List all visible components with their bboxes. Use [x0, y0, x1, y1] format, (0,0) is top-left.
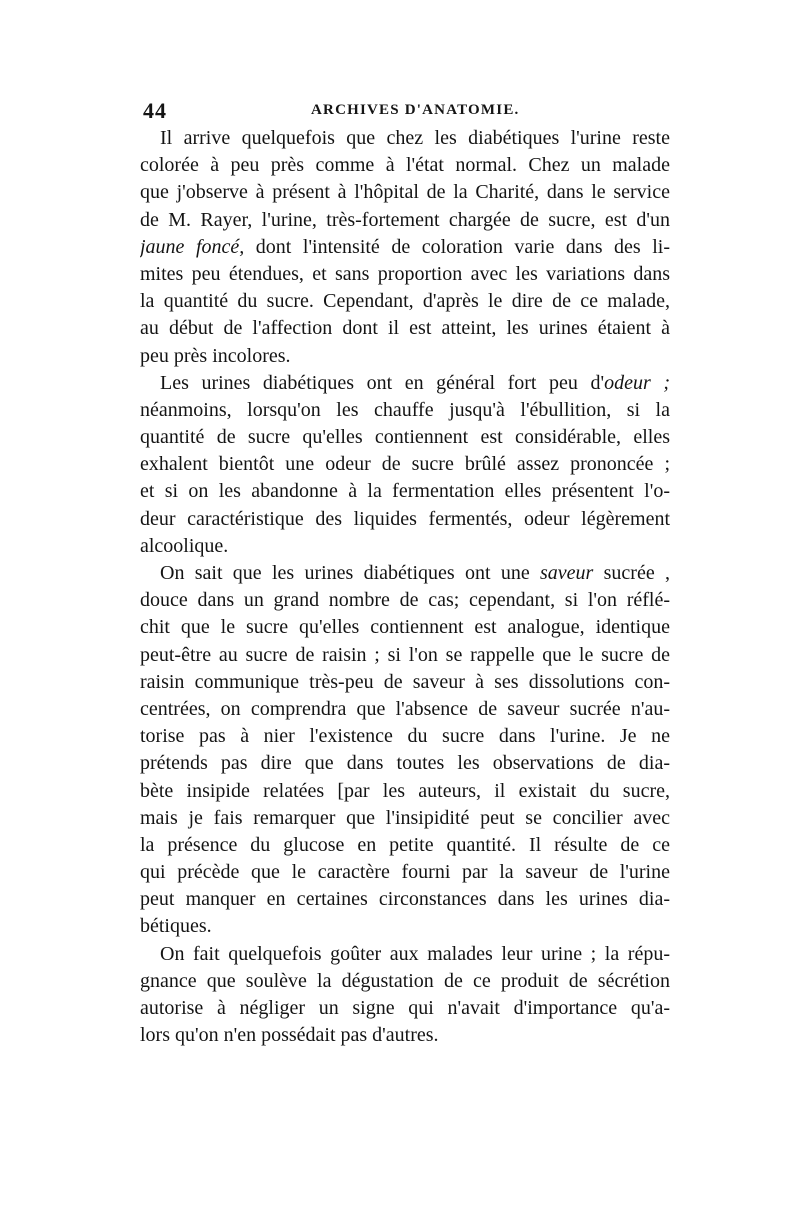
text-line: peut manquer en certaines circonstances dans les urines dia-: [140, 888, 670, 911]
text-line: chit que le sucre qu'elles contiennent est analogue, identique: [140, 616, 670, 639]
page-header: [143, 98, 668, 122]
text-line: bétiques.: [140, 915, 212, 938]
page-number: 44: [143, 98, 167, 123]
text-line: exhalent bientôt une odeur de sucre brûlé assez prononcée ;: [140, 453, 670, 476]
text-line: gnance que soulève la dégustation de ce produit de sécrétion: [140, 969, 670, 992]
text-run: Les urines diabétiques ont en général fort peu d': [160, 371, 605, 394]
text-line: bète insipide relatées [par les auteurs, il existait du sucre,: [140, 779, 670, 802]
text-run: sucrée ,: [593, 562, 670, 584]
text-line: alcoolique.: [140, 534, 229, 557]
text-line: au début de l'affection dont il est atteint, les urines étaient à: [140, 317, 670, 340]
text-line: Il arrive quelquefois que chez les diabétiques l'urine reste: [160, 127, 670, 149]
text-line: douce dans un grand nombre de cas; cependant, si l'on réflé-: [140, 589, 670, 612]
emphasis-saveur: saveur: [540, 562, 594, 584]
running-head: ARCHIVES D'ANATOMIE.: [311, 102, 520, 118]
text-line: [140, 370, 670, 397]
text-line: de M. Rayer, l'urine, très-fortement chargée de sucre, est d'un: [140, 208, 670, 231]
text-line: torise pas à nier l'existence du sucre dans l'urine. Je ne: [140, 725, 670, 748]
text-line: néanmoins, lorsqu'on les chauffe jusqu'à l'ébullition, si la: [140, 398, 670, 421]
text-line: autorise à négliger un signe qui n'avait d'importance qu'a-: [140, 997, 670, 1019]
text-line: quantité de sucre qu'elles contiennent est considérable, elles: [140, 426, 670, 449]
text-line: la présence du glucose en petite quantité. Il résulte de ce: [140, 833, 670, 856]
text-line: centrées, on comprendra que l'absence de saveur sucrée n'au-: [140, 697, 670, 720]
text-line: raisin communique très-peu de saveur à ses dissolutions con-: [140, 670, 670, 693]
text-line: qui précède que le caractère fourni par la saveur de l'urine: [140, 861, 670, 884]
text-line: que j'observe à présent à l'hôpital de la Charité, dans le service: [140, 181, 670, 204]
text-run: dont l'intensité de coloration varie dans des li-: [244, 235, 670, 258]
emphasis-odeur: odeur ;: [604, 371, 670, 394]
text-line: et si on les abandonne à la fermentation elles présentent l'o-: [140, 480, 670, 503]
text-line: mais je fais remarquer que l'insipidité peut se concilier avec: [140, 806, 670, 829]
text-line: peut-être au sucre de raisin ; si l'on se rappelle que le sucre de: [140, 643, 670, 666]
text-line: prétends pas dire que dans toutes les observations de dia-: [140, 752, 670, 775]
text-line: On fait quelquefois goûter aux malades leur urine ; la répu-: [160, 942, 670, 965]
text-run: On sait que les urines diabétiques ont une: [160, 562, 541, 584]
text-line: mites peu étendues, et sans proportion avec les variations dans: [140, 262, 670, 285]
text-line: lors qu'on n'en possédait pas d'autres.: [140, 1024, 439, 1047]
text-line: [140, 560, 670, 587]
body-text: [140, 125, 670, 1049]
text-line: la quantité du sucre. Cependant, d'après le dire de ce malade,: [140, 290, 670, 313]
text-line: deur caractéristique des liquides fermentés, odeur légèrement: [140, 507, 670, 530]
text-line: colorée à peu près comme à l'état normal. Chez un malade: [140, 154, 670, 177]
emphasis-jaune-fonce: jaune foncé,: [140, 235, 245, 258]
text-line: peu près incolores.: [140, 344, 291, 367]
text-line: [140, 234, 670, 261]
